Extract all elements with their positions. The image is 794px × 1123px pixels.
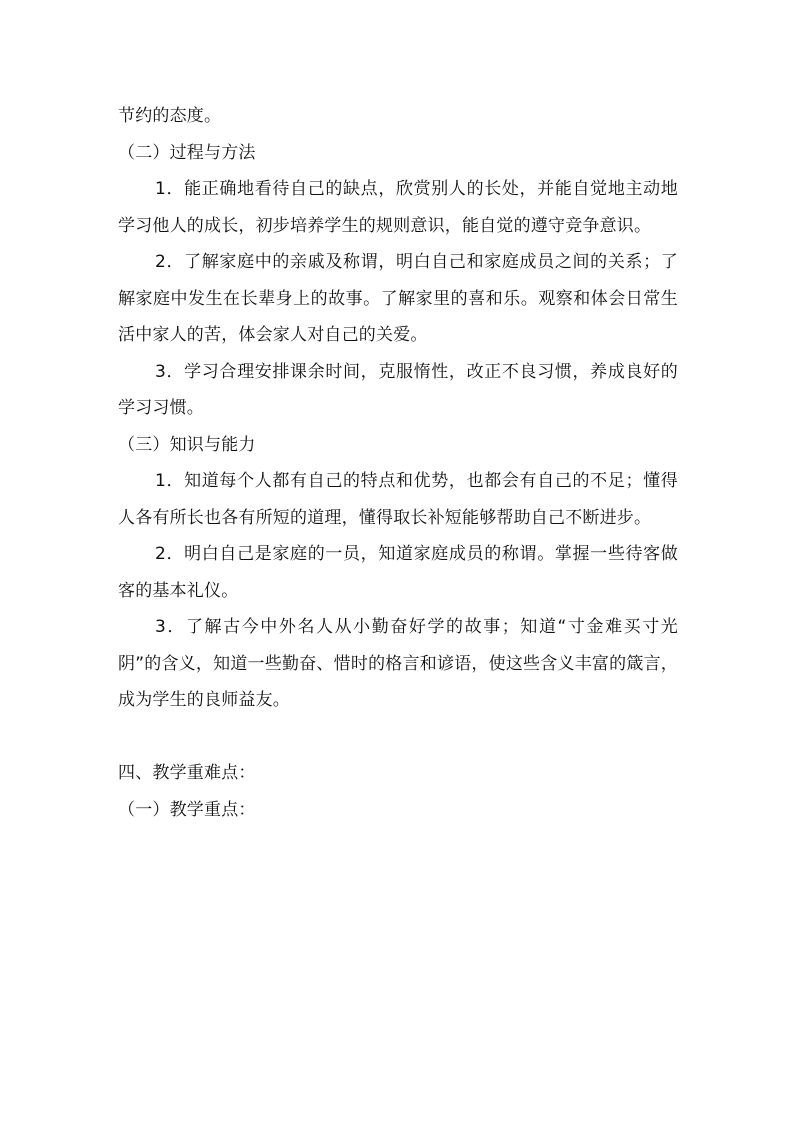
section-heading-knowledge-ability: （三）知识与能力 <box>118 434 256 455</box>
knowledge-item-2: 2．明白自己是家庭的一员，知道家庭成员的称谓。掌握一些待客做客的基本礼仪。 <box>118 544 678 601</box>
section-heading-process-method: （二）过程与方法 <box>118 142 256 163</box>
section-heading-teaching-focus: 四、教学重难点： <box>118 763 256 783</box>
process-item-2: 2．了解家庭中的亲戚及称谓，明白自己和家庭成员之间的关系；了解家庭中发生在长辈身上的故事。了解家里的喜和乐。观察和体会日常生活中家人的苦，体会家人对自己的关爱。 <box>118 252 678 345</box>
document-body <box>118 98 678 828</box>
knowledge-item-3: 3．了解古今中外名人从小勤奋好学的故事；知道“寸金难买寸光阴”的含义，知道一些勤奋、惜时的格言和谚语，使这些含义丰富的箴言，成为学生的良师益友。 <box>118 617 678 710</box>
subsection-heading-key-points: （一）教学重点： <box>118 799 256 820</box>
blank-line <box>118 719 678 756</box>
paragraph-continuation: 节约的态度。 <box>118 106 222 126</box>
process-item-3: 3．学习合理安排课余时间，克服惰性，改正不良习惯，养成良好的学习习惯。 <box>118 361 678 418</box>
knowledge-item-1: 1．知道每个人都有自己的特点和优势，也都会有自己的不足；懂得人各有所长也各有所短的道理，懂得取长补短能够帮助自己不断进步。 <box>118 471 678 528</box>
process-item-1: 1．能正确地看待自己的缺点，欣赏别人的长处，并能自觉地主动地学习他人的成长，初步培养学生的规则意识，能自觉的遵守竞争意识。 <box>118 179 678 236</box>
